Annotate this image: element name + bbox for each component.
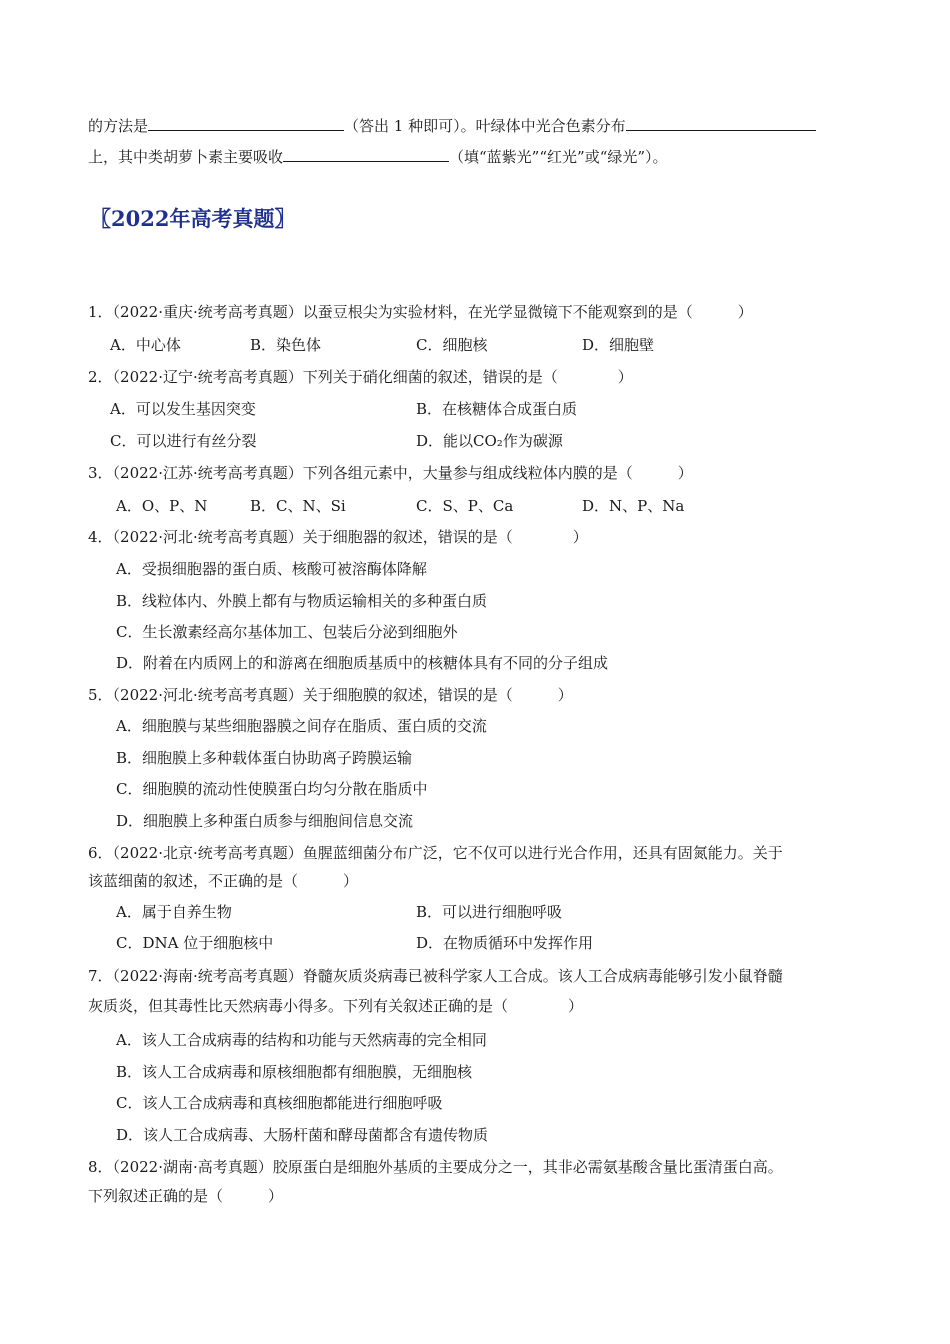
q7-option-d: D．该人工合成病毒、大肠杆菌和酵母菌都含有遗传物质 (116, 1126, 489, 1144)
q6-option-c: C．DNA 位于细胞核中 (116, 934, 274, 952)
q1-option-c: C．细胞核 (416, 336, 488, 354)
q1-option-d: D．细胞壁 (582, 336, 655, 354)
question-2: 2．（2022·辽宁·统考高考真题）下列关于硝化细菌的叙述，错误的是（ ） (88, 368, 633, 386)
q3-option-c: C．S、P、Ca (416, 497, 514, 515)
q2-option-a: A．可以发生基因突变 (110, 400, 256, 418)
intro-text-2a: 上，其中类胡萝卜素主要吸收 (88, 148, 284, 166)
question-8-continued: 下列叙述正确的是（ ） (88, 1187, 284, 1205)
q5-option-b: B．细胞膜上多种载体蛋白协助离子跨膜运输 (116, 749, 413, 767)
question-7-continued: 灰质炎，但其毒性比天然病毒小得多。下列有关叙述正确的是（ ） (88, 997, 584, 1015)
q4-option-c: C．生长激素经高尔基体加工、包装后分泌到细胞外 (116, 623, 458, 641)
q5-option-d: D．细胞膜上多种蛋白质参与细胞间信息交流 (116, 812, 414, 830)
q2-option-b: B．在核糖体合成蛋白质 (416, 400, 578, 418)
q1-option-b: B．染色体 (250, 336, 322, 354)
q3-option-b: B．C、N、Si (250, 497, 346, 515)
question-6: 6．（2022·北京·统考高考真题）鱼腥蓝细菌分布广泛，它不仅可以进行光合作用，还具有固氮能力。关于 (88, 844, 783, 862)
question-7: 7．（2022·海南·统考高考真题）脊髓灰质炎病毒已被科学家人工合成。该人工合成病毒能够引发小鼠脊髓 (88, 967, 783, 985)
q4-option-a: A．受损细胞器的蛋白质、核酸可被溶酶体降解 (116, 560, 427, 578)
q3-option-d: D．N、P、Na (582, 497, 685, 515)
answer-blank-1 (148, 115, 344, 131)
q5-option-c: C．细胞膜的流动性使膜蛋白均匀分散在脂质中 (116, 780, 428, 798)
q6-option-a: A．属于自养生物 (116, 903, 232, 921)
question-5: 5．（2022·河北·统考高考真题）关于细胞膜的叙述，错误的是（ ） (88, 686, 573, 704)
q4-option-d: D．附着在内质网上的和游离在细胞质基质中的核糖体具有不同的分子组成 (116, 654, 609, 672)
q2-option-d: D．能以CO₂作为碳源 (416, 432, 563, 450)
q5-option-a: A．细胞膜与某些细胞器膜之间存在脂质、蛋白质的交流 (116, 717, 487, 735)
q7-option-c: C．该人工合成病毒和真核细胞都能进行细胞呼吸 (116, 1094, 443, 1112)
answer-blank-2 (626, 115, 816, 131)
question-8: 8．（2022·湖南·高考真题）胶原蛋白是细胞外基质的主要成分之一，其非必需氨基酸含量比蛋清蛋白高。 (88, 1158, 783, 1176)
q2-option-c: C．可以进行有丝分裂 (110, 432, 257, 450)
q6-option-d: D．在物质循环中发挥作用 (416, 934, 594, 952)
q4-option-b: B．线粒体内、外膜上都有与物质运输相关的多种蛋白质 (116, 592, 488, 610)
intro-line-1 (88, 115, 816, 137)
question-4: 4．（2022·河北·统考高考真题）关于细胞器的叙述，错误的是（ ） (88, 528, 588, 546)
intro-text-1b: （答出 1 种即可）。叶绿体中光合色素分布 (344, 117, 626, 135)
question-6-continued: 该蓝细菌的叙述，不正确的是（ ） (88, 872, 359, 890)
q6-option-b: B．可以进行细胞呼吸 (416, 903, 563, 921)
section-title: 〖2022年高考真题〗 (90, 206, 296, 231)
intro-line-2 (88, 146, 668, 168)
question-1: 1．（2022·重庆·统考高考真题）以蚕豆根尖为实验材料，在光学显微镜下不能观察到的是（ ） (88, 303, 753, 321)
intro-text-2b: （填“蓝紫光”“红光”或“绿光”）。 (449, 148, 668, 166)
question-3: 3．（2022·江苏·统考高考真题）下列各组元素中，大量参与组成线粒体内膜的是（ ） (88, 464, 693, 482)
answer-blank-3 (283, 146, 449, 162)
intro-text-1a: 的方法是 (88, 117, 149, 135)
q1-option-a: A．中心体 (110, 336, 181, 354)
q7-option-a: A．该人工合成病毒的结构和功能与天然病毒的完全相同 (116, 1031, 487, 1049)
q3-option-a: A．O、P、N (116, 497, 208, 515)
q7-option-b: B．该人工合成病毒和原核细胞都有细胞膜，无细胞核 (116, 1063, 473, 1081)
